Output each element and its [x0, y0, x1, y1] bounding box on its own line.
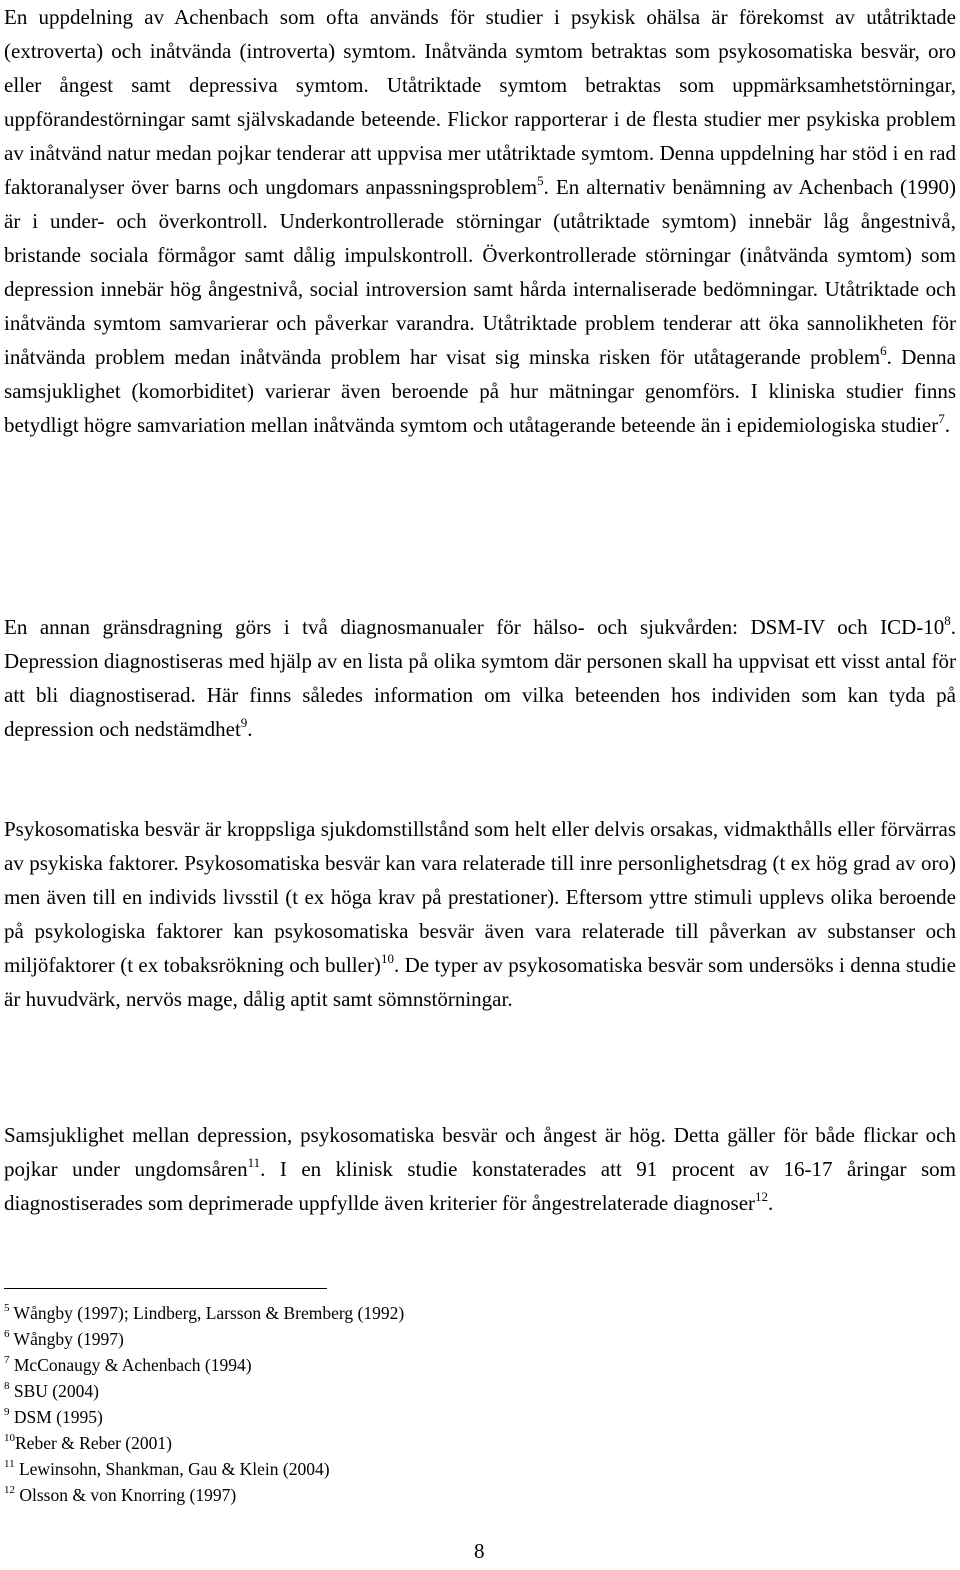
footnote-text: Wångby (1997); Lindberg, Larsson & Bremberg (1992)	[9, 1303, 405, 1323]
paragraph-internalizing-externalizing	[4, 0, 956, 442]
footnote	[4, 1300, 404, 1326]
footnote-text: Wångby (1997)	[9, 1329, 124, 1349]
paragraph-diagnostic-manuals	[4, 610, 956, 746]
footnote-reference: 9	[240, 715, 248, 730]
paragraph-comorbidity	[4, 1118, 956, 1220]
footnote-number: 10	[4, 1432, 15, 1444]
paragraph-psychosomatic	[4, 812, 956, 1016]
footnote-text: McConaugy & Achenbach (1994)	[9, 1355, 252, 1375]
footnote-reference: 7	[938, 411, 945, 426]
paragraph-text: En uppdelning av Achenbach som ofta används för studier i psykisk ohälsa är förekomst av utåtriktade (extroverta) och inåtvända (introverta) symtom. Inåtvända symtom betraktas som psykosomatiska besvär, oro eller ångest samt depressiva symtom. Utåtriktade symtom betraktas som uppmärksamhetstörningar, uppförandestörningar samt självskadande beteende. Flickor rapporterar i de flesta studier mer psykiska problem av inåtvänd natur medan pojkar tenderar att uppvisa mer utåtriktade symtom. Denna uppdelning har stöd i en rad faktoranalyser över barns och ungdomars anpassningsproblem	[4, 5, 956, 199]
footnote-text: Olsson & von Knorring (1997)	[15, 1485, 237, 1505]
paragraph-text: . Depression diagnostiseras med hjälp av en lista på olika symtom där personen skall ha uppvisat ett visst antal för att bli diagnostiserad. Här finns således information om vilka beteenden hos individen som kan tyda på depression och nedstämdhet	[4, 615, 956, 741]
footnote-number: 7	[4, 1354, 10, 1366]
footnote-reference: 8	[944, 613, 951, 628]
footnote-reference: 6	[880, 343, 887, 358]
page-number: 8	[474, 1539, 485, 1563]
footnote	[4, 1352, 404, 1378]
footnote-number: 12	[4, 1484, 15, 1496]
paragraph-text: .	[944, 413, 950, 437]
paragraph-text: Samsjuklighet mellan depression, psykosomatiska besvär och ångest är hög. Detta gäller för både flickar och pojkar under ungdomsåren	[4, 1123, 956, 1181]
footnote-reference: 11	[247, 1155, 261, 1170]
paragraph-text: .	[247, 717, 253, 741]
footnote-reference: 12	[755, 1189, 769, 1204]
footnote-number: 6	[4, 1328, 10, 1340]
footnote	[4, 1482, 404, 1508]
paragraph-text: . De typer av psykosomatiska besvär som undersöks i denna studie är huvudvärk, nervös mage, dålig aptit samt sömnstörningar.	[4, 953, 956, 1011]
footnote	[4, 1430, 404, 1456]
footnote-text: SBU (2004)	[9, 1381, 99, 1401]
paragraph-text: .	[768, 1191, 774, 1215]
paragraph-text: En annan gränsdragning görs i två diagnosmanualer för hälso- och sjukvården: DSM-IV och ICD-10	[4, 615, 945, 639]
footnote-text: Reber & Reber (2001)	[15, 1433, 172, 1453]
footnote-divider	[4, 1288, 327, 1289]
footnote-number: 11	[4, 1458, 15, 1470]
footnote-number: 9	[4, 1406, 10, 1418]
paragraph-text: . I en klinisk studie konstaterades att 91 procent av 16-17 åringar som diagnostiserades som deprimerade uppfyllde även kriterier för ångestrelaterade diagnoser	[4, 1157, 956, 1215]
footnote	[4, 1378, 404, 1404]
footnote-text: DSM (1995)	[9, 1407, 103, 1427]
footnote-number: 5	[4, 1302, 10, 1314]
paragraph-text: . Denna samsjuklighet (komorbiditet) varierar även beroende på hur mätningar genomförs. I kliniska studier finns betydligt högre samvariation mellan inåtvända symtom och utåtagerande beteende än i epidemiologiska studier	[4, 345, 956, 437]
footnote-reference: 5	[537, 173, 544, 188]
footnote-number: 8	[4, 1380, 10, 1392]
footnote	[4, 1404, 404, 1430]
paragraph-text: . En alternativ benämning av Achenbach (1990) är i under- och överkontroll. Underkontrollerade störningar (utåtriktade symtom) innebär låg ångestnivå, bristande sociala förmågor samt dålig impulskontroll. Överkontrollerade störningar (inåtvända symtom) som depression innebär hög ångestnivå, social introversion samt hårda internaliserade bedömningar. Utåtriktade och inåtvända symtom samvarierar och påverkar varandra. Utåtriktade problem tenderar att öka sannolikheten för inåtvända problem medan inåtvända problem har visat sig minska risken för utåtagerande problem	[4, 175, 956, 369]
footnote-text: Lewinsohn, Shankman, Gau & Klein (2004)	[14, 1459, 330, 1479]
footnote	[4, 1456, 404, 1482]
footnote-reference: 10	[380, 951, 394, 966]
footnote	[4, 1326, 404, 1352]
footnote-list	[4, 1300, 404, 1508]
paragraph-text: Psykosomatiska besvär är kroppsliga sjukdomstillstånd som helt eller delvis orsakas, vidmakthålls eller förvärras av psykiska faktorer. Psykosomatiska besvär kan vara relaterade till inre personlighetsdrag (t ex hög grad av oro) men även till en individs livsstil (t ex höga krav på prestationer). Eftersom yttre stimuli upplevs olika beroende på psykologiska faktorer kan psykosomatiska besvär även vara relaterade till påverkan av substanser och miljöfaktorer (t ex tobaksrökning och buller)	[4, 817, 956, 977]
